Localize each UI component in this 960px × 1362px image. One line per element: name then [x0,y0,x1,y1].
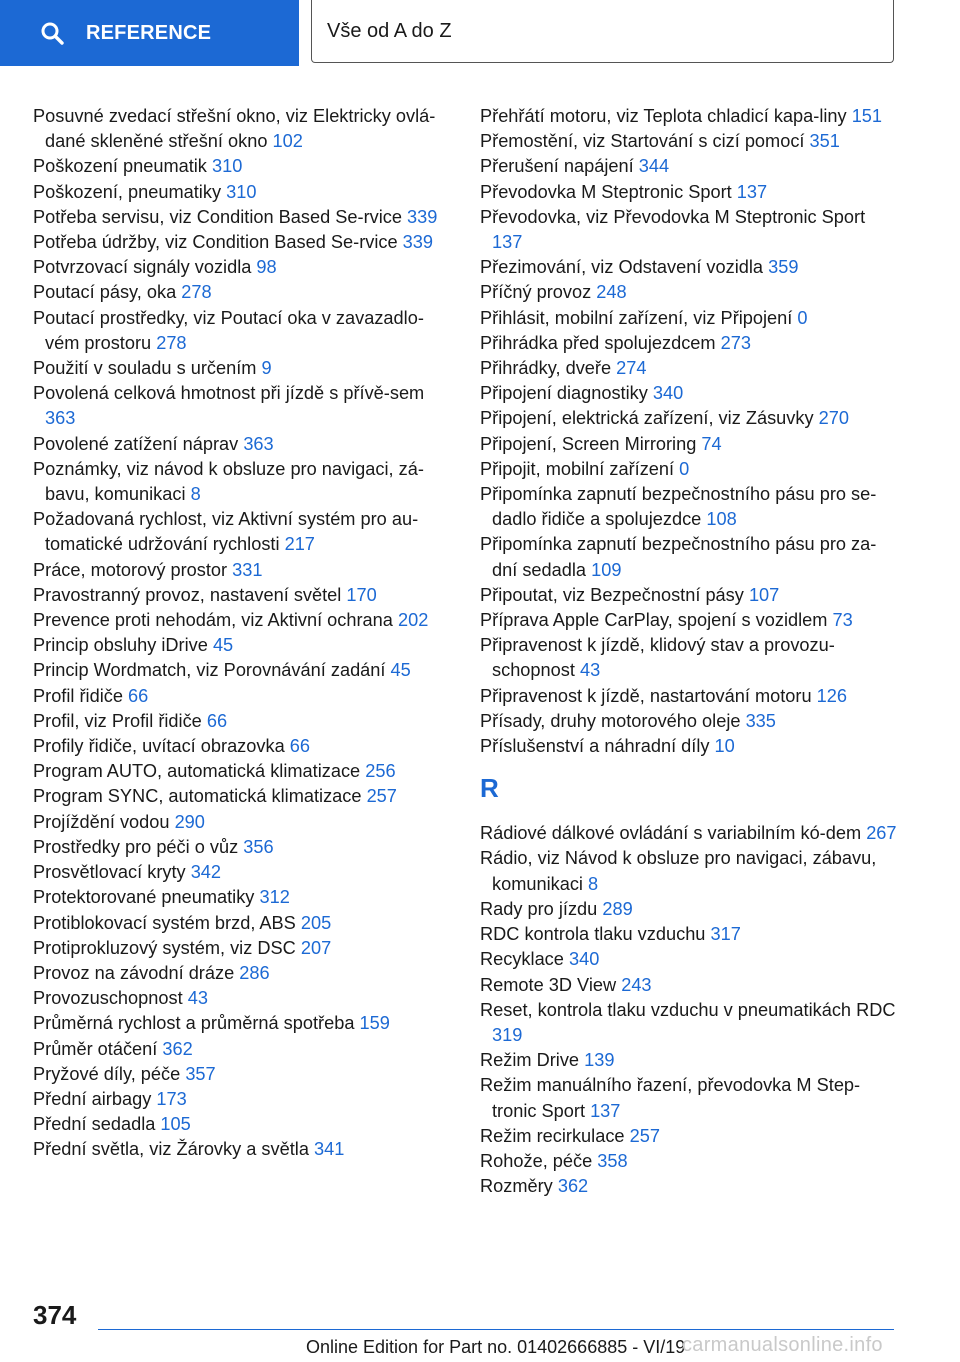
page-link[interactable]: 257 [629,1125,660,1146]
index-entry [33,583,453,608]
page-link[interactable]: 8 [190,484,201,505]
index-entry [33,432,453,457]
index-entry-text: Přihrádky, dveře [480,358,612,379]
index-entry [33,1037,453,1062]
index-entry [33,381,453,431]
index-entry [33,1137,453,1162]
index-column-right [480,104,900,1199]
index-entry [480,1174,900,1199]
index-entry [33,759,453,784]
index-entry [33,835,453,860]
index-entry-text: Poškození, pneumatiky [33,181,222,202]
page-link[interactable]: 342 [190,862,222,883]
index-entry-text: Připojení, Screen Mirroring [480,433,697,454]
page-link[interactable]: 319 [492,1024,523,1045]
index-entry-text: Režim manuálního řazení, převodovka M Step-tronic Sport [480,1075,861,1121]
index-column-left [33,104,453,1163]
index-entry [480,129,900,154]
index-entry-text: Přední airbagy [33,1088,152,1109]
index-entry-text: Průměr otáčení [33,1038,158,1059]
index-entry-text: Program SYNC, automatická klimatizace [33,786,362,807]
index-entry-text: Prostředky pro péči o vůz [33,836,239,857]
page-number: 374 [33,1300,77,1330]
index-entry [33,280,453,305]
page-link[interactable]: 207 [300,937,332,958]
index-entry [33,1112,453,1137]
index-entry-text: Režim recirkulace [480,1125,625,1146]
index-entry [480,532,900,582]
page-link[interactable]: 359 [768,257,799,278]
page-link[interactable]: 108 [706,509,737,530]
index-entry [480,734,900,759]
page-link[interactable]: 43 [579,660,601,681]
index-entry [33,1062,453,1087]
index-entry-text: Projíždění vodou [33,811,170,832]
page-link[interactable]: 331 [232,559,263,580]
index-entry-text: Požadovaná rychlost, viz Aktivní systém pro au-tomatické udržování rychlosti [33,509,419,555]
index-entry-text: Potvrzovací signály vozidla [33,257,252,278]
page-link[interactable]: 9 [261,358,272,379]
page-link[interactable]: 107 [748,584,780,605]
page-link[interactable]: 109 [591,559,622,580]
index-entry-text: Použití v souladu s určením [33,358,257,379]
page-link[interactable]: 151 [851,106,883,126]
index-entry [33,230,453,255]
index-entry-text: Poškození pneumatik [33,156,207,177]
page-link[interactable]: 363 [45,408,76,429]
index-entry [33,810,453,835]
index-entry-text: Rozměry [480,1176,553,1197]
index-entry [33,734,453,759]
index-entry [480,1073,900,1123]
index-entry-text: Potřeba údržby, viz Condition Based Se-rvice [33,232,398,253]
index-entry [33,911,453,936]
page-link[interactable]: 290 [174,811,205,832]
page-link[interactable]: 256 [365,761,396,782]
index-entry-text: Připoutat, viz Bezpečnostní pásy [480,584,744,605]
index-entry [33,784,453,809]
index-entry-text: Rady pro jízdu [480,898,598,919]
page-link[interactable]: 257 [366,786,397,807]
index-entry-text: Protektorované pneumatiky [33,887,255,908]
index-entry [480,457,900,482]
page-link[interactable]: 170 [346,584,377,605]
page-link[interactable]: 312 [259,887,290,908]
index-entry [33,154,453,179]
section-title: Vše od A do Z [327,19,452,42]
index-entry-text: Princip Wordmatch, viz Porovnávání zadání [33,660,386,681]
page-link[interactable]: 357 [185,1063,216,1084]
index-entry-text: Příčný provoz [480,282,592,303]
page-link[interactable]: 105 [160,1114,191,1135]
index-entry [480,821,900,846]
index-entry [480,381,900,406]
index-entry [480,897,900,922]
page-link[interactable]: 270 [818,408,849,429]
page-link[interactable]: 159 [359,1013,390,1034]
page-link[interactable]: 102 [272,131,303,152]
edition-text: Online Edition for Part no. 01402666885 - VI/19 [306,1337,686,1357]
index-entry-text: Program AUTO, automatická klimatizace [33,761,361,782]
index-entry-text: Rohože, péče [480,1150,593,1171]
page-link[interactable]: 0 [679,458,690,479]
index-entry [33,205,453,230]
index-entry [480,998,900,1048]
index-entry-text: Poutací pásy, oka [33,282,177,303]
page-link[interactable]: 45 [212,635,234,656]
index-entry [33,633,453,658]
index-entry-text: Průměrná rychlost a průměrná spotřeba [33,1013,355,1034]
page-link[interactable]: 243 [621,974,652,995]
index-entry-text: Recyklace [480,949,564,970]
index-entry-text: Přihlásit, mobilní zařízení, viz Připojení [480,307,798,328]
index-entry [33,558,453,583]
page-link[interactable]: 137 [590,1100,621,1121]
index-entry-text: Přerušení napájení [480,156,634,177]
page-link[interactable]: 43 [187,988,208,1009]
index-entry-text: RDC kontrola tlaku vzduchu [480,924,706,945]
page-link[interactable]: 66 [289,736,310,757]
index-entry [480,922,900,947]
index-entry-text: Převodovka, viz Převodovka M Steptronic Sport [480,206,866,227]
page-link[interactable]: 340 [568,949,600,970]
index-entry [33,306,453,356]
watermark: carmanualsonline.info [682,1334,883,1356]
index-group-r [480,821,900,1199]
page-link[interactable]: 137 [736,181,768,202]
page-header [0,0,960,66]
page-link[interactable]: 202 [397,610,429,631]
index-entry-text: Pryžové díly, péče [33,1063,181,1084]
index-entry-text: Provozuschopnost [33,988,183,1009]
index-entry-text: Povolené zatížení náprav [33,433,239,454]
page-link[interactable]: 344 [638,156,670,177]
page-link[interactable]: 10 [714,736,735,757]
page-link[interactable]: 310 [226,181,257,202]
index-entry-text: Pravostranný provoz, nastavení světel [33,584,342,605]
index-entry [33,658,453,683]
page-link[interactable]: 267 [866,823,897,844]
index-entry-text: Připojit, mobilní zařízení [480,458,680,479]
page-link[interactable]: 137 [492,232,523,253]
index-entry [33,936,453,961]
index-entry [480,973,900,998]
index-entry [33,104,453,154]
index-entry [33,180,453,205]
index-entry-text: Reset, kontrola tlaku vzduchu v pneumatikách RDC [480,999,896,1020]
page-link[interactable]: 74 [701,433,722,454]
index-entry-text: Profily řidiče, uvítací obrazovka [33,736,285,757]
index-entry [33,608,453,633]
page-link[interactable]: 205 [300,912,332,933]
index-entry-text: Připomínka zapnutí bezpečnostního pásu pro se-dadlo řidiče a spolujezdce [480,484,877,530]
index-entry-text: Povolená celková hmotnost při jízdě s přívě-sem [33,383,425,404]
page-link[interactable]: 278 [181,282,212,303]
page-link[interactable]: 341 [314,1139,345,1160]
index-entry-text: Připravenost k jízdě, nastartování motoru [480,685,812,706]
index-entry [33,684,453,709]
index-entry [33,885,453,910]
index-entry [480,1048,900,1073]
index-entry [480,331,900,356]
index-entry-text: Protiprokluzový systém, viz DSC [33,937,296,958]
index-entry [33,507,453,557]
index-entry [480,608,900,633]
index-entry-text: Přezimování, viz Odstavení vozidla [480,257,764,278]
index-entry-text: Profil řidiče [33,685,123,706]
page-link[interactable]: 66 [128,685,149,706]
index-entry-text: Přední sedadla [33,1114,156,1135]
index-entry-text: Potřeba servisu, viz Condition Based Se-rvice [33,206,402,227]
index-entry [480,104,900,129]
index-entry-text: Připomínka zapnutí bezpečnostního pásu pro za-dní sedadla [480,534,877,580]
page-link[interactable]: 8 [588,873,599,894]
page-link[interactable]: 274 [616,358,647,379]
index-entry-text: Rádio, viz Návod k obsluze pro navigaci, zábavu, komunikaci [480,848,877,894]
page-link[interactable]: 317 [710,924,741,945]
index-entry [33,1011,453,1036]
reference-tab[interactable] [0,0,299,66]
index-entry [33,961,453,986]
page-link[interactable]: 278 [156,332,187,353]
index-entry [480,432,900,457]
index-entry [33,709,453,734]
section-letter: R [480,773,499,804]
index-entry [480,306,900,331]
page-link[interactable]: 339 [407,206,438,227]
index-entry-text: Prosvětlovací kryty [33,862,186,883]
page-link[interactable]: 286 [239,962,270,983]
index-entry-text: Přemostění, viz Startování s cizí pomocí [480,131,805,152]
page-link[interactable]: 98 [256,257,277,278]
page-link[interactable]: 335 [745,710,776,731]
page-link[interactable]: 126 [816,685,847,706]
index-entry [480,684,900,709]
index-entry-text: Přehřátí motoru, viz Teplota chladicí kapa-liny [480,106,847,126]
index-entry-text: Režim Drive [480,1050,580,1071]
index-entry-text: Poutací prostředky, viz Poutací oka v zavazadlo-vém prostoru [33,307,424,353]
index-entry [480,280,900,305]
index-entry [480,356,900,381]
page-link[interactable]: 351 [809,131,840,152]
page-link[interactable]: 356 [243,836,274,857]
index-entry [480,583,900,608]
page-link[interactable]: 340 [652,383,684,404]
page-link[interactable]: 45 [390,660,411,681]
index-entry [480,180,900,205]
page-link[interactable]: 66 [206,710,228,731]
index-entry-text: Rádiové dálkové ovládání s variabilním kó-dem [480,823,862,844]
index-entry-text: Protiblokovací systém brzd, ABS [33,912,296,933]
index-entry [480,947,900,972]
page-link[interactable]: 310 [211,156,243,177]
index-entry [480,205,900,255]
page-link[interactable]: 289 [602,898,633,919]
index-entry-text: Posuvné zvedací střešní okno, viz Elektricky ovlá-dané skleněné střešní okno [33,106,436,152]
reference-label: REFERENCE [86,21,212,44]
index-entry [33,1087,453,1112]
page-link[interactable]: 362 [557,1176,589,1197]
index-entry [480,709,900,734]
page-link[interactable]: 248 [596,282,627,303]
index-entry-text: Práce, motorový prostor [33,559,228,580]
index-entry-text: Prevence proti nehodám, viz Aktivní ochrana [33,610,393,631]
index-entry-text: Přísady, druhy motorového oleje [480,710,741,731]
index-entry [33,255,453,280]
index-entry-text: Přední světla, viz Žárovky a světla [33,1139,309,1160]
page-link[interactable]: 273 [720,332,751,353]
index-entry-text: Převodovka M Steptronic Sport [480,181,732,202]
search-icon [40,20,66,46]
index-entry [33,356,453,381]
index-entry [480,482,900,532]
index-entry-text: Provoz na závodní dráze [33,962,235,983]
index-entry [33,986,453,1011]
index-entry [480,846,900,896]
page-link[interactable]: 73 [832,610,853,631]
index-entry [480,633,900,683]
index-entry-text: Připravenost k jízdě, klidový stav a provozu-schopnost [480,635,835,681]
index-entry [33,457,453,507]
page-link[interactable]: 339 [402,232,434,253]
index-group-p [480,104,900,759]
index-entry-text: Princip obsluhy iDrive [33,635,208,656]
index-entry [480,154,900,179]
page-link[interactable]: 358 [597,1150,628,1171]
index-entry [480,255,900,280]
page-link[interactable]: 173 [156,1088,187,1109]
index-entry-text: Poznámky, viz návod k obsluze pro navigaci, zá-bavu, komunikaci [33,458,424,505]
page-link[interactable]: 0 [797,307,808,328]
page-link[interactable]: 362 [162,1038,193,1059]
index-entry-text: Příprava Apple CarPlay, spojení s vozidlem [480,610,828,631]
index-entry [33,860,453,885]
index-entry [480,406,900,431]
index-entry-text: Profil, viz Profil řidiče [33,710,202,731]
index-entry-text: Připojení diagnostiky [480,383,648,404]
index-entry-text: Příslušenství a náhradní díly [480,736,710,757]
page-link[interactable]: 139 [584,1050,615,1071]
index-entry [480,1149,900,1174]
index-entry-text: Připojení, elektrická zařízení, viz Zásuvky [480,408,814,429]
section-title-box [311,0,894,63]
index-entry-text: Přihrádka před spolujezdcem [480,332,716,353]
index-entry-text: Remote 3D View [480,974,617,995]
page-link[interactable]: 363 [243,433,274,454]
footer-divider [98,1329,894,1330]
page-link[interactable]: 217 [284,534,315,555]
index-entry [480,1124,900,1149]
